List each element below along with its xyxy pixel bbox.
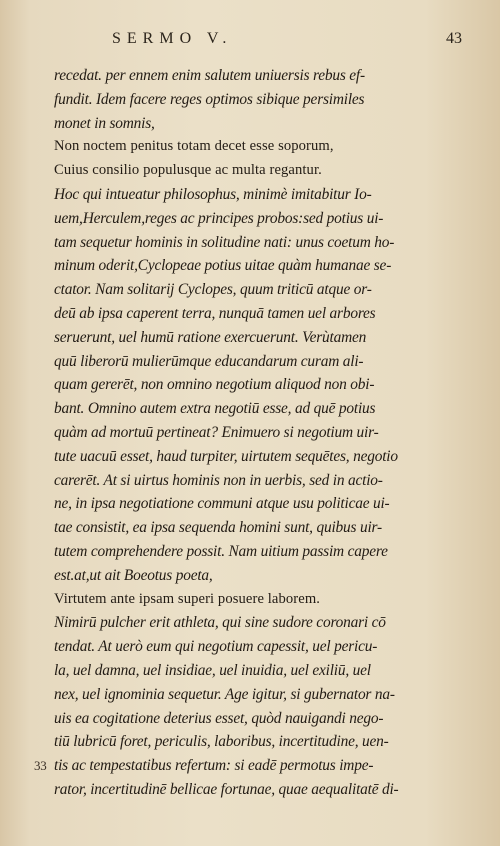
text-line <box>54 88 399 112</box>
text-line <box>34 754 399 778</box>
line-text: Cuius consilio populusque ac multa regantur. <box>54 162 322 179</box>
line-text: bant. Omnino autem extra negotiū esse, ad quē potius <box>54 400 376 418</box>
line-text: minum oderit,Cyclopeae potius uitae quàm humanae se- <box>54 257 392 275</box>
text-line <box>54 254 399 278</box>
line-text: monet in somnis, <box>54 114 155 132</box>
text-line <box>54 516 399 540</box>
line-text: carerēt. At si uirtus hominis non in uerbis, sed in actio- <box>54 471 383 489</box>
page-number: 43 <box>446 30 462 47</box>
line-text: tendat. At uerò eum qui negotium capessit, uel pericu- <box>54 638 378 656</box>
line-text: tae consistit, ea ipsa sequenda homini sunt, quibus uir- <box>54 519 382 537</box>
line-text: Nimirū pulcher erit athleta, qui sine sudore coronari cō <box>54 614 386 632</box>
line-text: tutem comprehendere possit. Nam uitium passim capere <box>54 542 388 560</box>
line-text: ctator. Nam solitarij Cyclopes, quum triticū atque or- <box>54 281 372 299</box>
text-line <box>54 159 399 183</box>
text-line <box>54 421 399 445</box>
text-line <box>54 397 399 421</box>
text-line <box>54 730 399 754</box>
text-line <box>54 183 399 207</box>
text-line <box>54 588 399 612</box>
page-header <box>0 30 500 52</box>
line-text: Virtutem ante ipsam superi posuere laborem. <box>54 590 321 607</box>
line-text: uis ea cogitatione deterius esset, quòd nauigandi nego- <box>54 709 384 727</box>
text-line <box>54 231 399 255</box>
text-line <box>54 64 399 88</box>
text-line <box>54 564 399 588</box>
body-text <box>34 64 399 802</box>
line-text: ne, in ipsa negotiatione communi atque usu politicae ui- <box>54 495 390 513</box>
line-text: deū ab ipsa caperent terra, nunquā tamen uel arbores <box>54 304 376 322</box>
text-line <box>54 445 399 469</box>
line-text: uem,Herculem,reges ac principes probos:sed potius ui- <box>54 209 384 227</box>
line-text: Hoc qui intueatur philosophus, minimè imitabitur Io- <box>54 185 372 203</box>
line-text: est.at,ut ait Boeotus poeta, <box>54 566 213 584</box>
text-line <box>54 373 399 397</box>
text-line <box>54 683 399 707</box>
line-text: tiū lubricū foret, periculis, laboribus, incertitudine, uen- <box>54 733 389 751</box>
text-line <box>54 135 399 159</box>
line-text: rator, incertitudinē bellicae fortunae, quae aequalitatē di- <box>54 780 399 798</box>
text-line <box>54 540 399 564</box>
text-line <box>54 707 399 731</box>
line-text: tute uacuū esset, haud turpiter, uirtutem sequētes, negotio <box>54 447 398 465</box>
running-title: SERMO V. <box>112 30 233 47</box>
line-text: Non noctem penitus totam decet esse soporum, <box>54 138 334 155</box>
text-line <box>54 469 399 493</box>
line-text: la, uel damna, uel insidiae, uel inuidia, uel exiliū, uel <box>54 661 371 679</box>
text-line <box>54 611 399 635</box>
text-line <box>54 326 399 350</box>
text-line <box>54 278 399 302</box>
text-line <box>54 112 399 136</box>
line-text: quàm ad mortuū pertineat? Enimuero si negotium uir- <box>54 423 379 441</box>
line-text: tam sequetur hominis in solitudine nati: unus coetum ho- <box>54 233 395 251</box>
margin-mark: 33 <box>34 758 47 774</box>
text-line <box>54 350 399 374</box>
text-line <box>54 778 399 802</box>
line-text: seruerunt, uel humū ratione exercuerunt. Verùtamen <box>54 328 367 346</box>
text-line <box>54 659 399 683</box>
text-line <box>54 635 399 659</box>
line-text: fundit. Idem facere reges optimos sibique persimiles <box>54 90 365 108</box>
line-text: quū liberorū mulierūmque educandarum curam ali- <box>54 352 364 370</box>
line-text: quam gererēt, non omnino negotium aliquod non obi- <box>54 376 375 394</box>
line-text: tis ac tempestatibus refertum: si eadē permotus impe- <box>54 757 374 775</box>
text-line <box>54 492 399 516</box>
text-line <box>54 207 399 231</box>
text-line <box>54 302 399 326</box>
line-text: recedat. per ennem enim salutem uniuersis rebus ef- <box>54 67 365 84</box>
line-text: nex, uel ignominia sequetur. Age igitur, si gubernator na- <box>54 685 395 703</box>
